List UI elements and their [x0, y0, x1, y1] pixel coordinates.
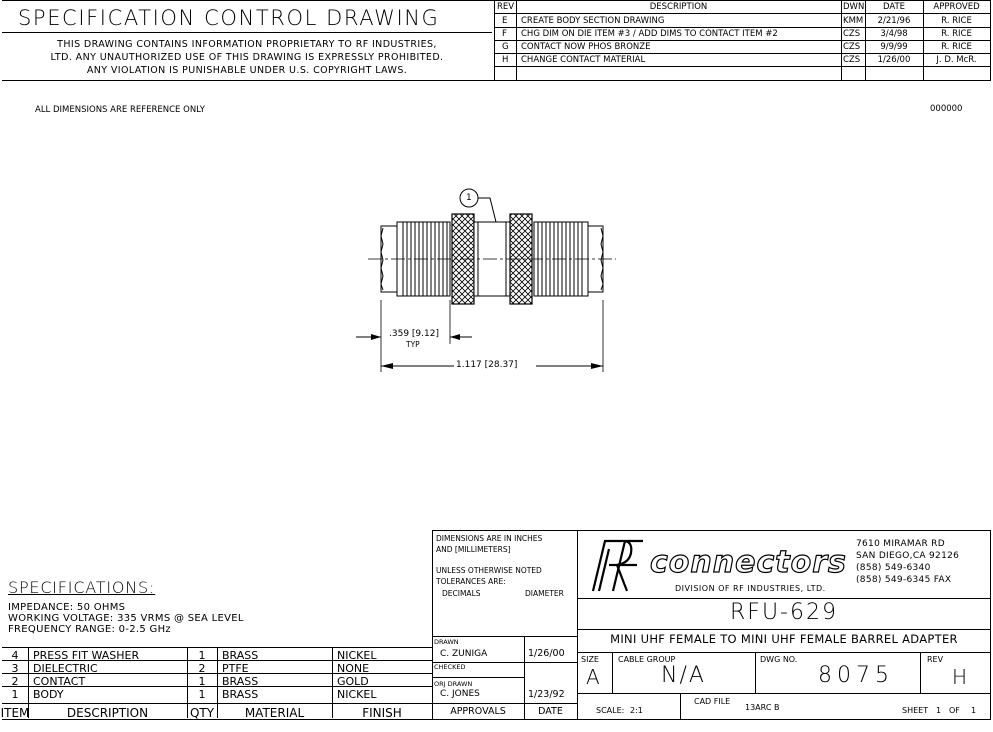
dwg-number: 8075 — [818, 663, 894, 688]
scale-value: 2:1 — [630, 706, 643, 715]
orig-drawn-label: ORJ DRAWN — [434, 680, 473, 688]
drawn-date: 1/26/00 — [528, 648, 565, 659]
drawing-title: SPECIFICATION CONTROL DRAWING — [18, 6, 440, 30]
date-col-header: DATE — [882, 2, 906, 12]
date-label: DATE — [538, 706, 563, 717]
company-address-line2: SAN DIEGO,CA 92126 — [856, 551, 960, 561]
drawn-label: DRAWN — [434, 638, 459, 646]
bom-qty-header: QTY — [189, 706, 215, 720]
approvals-label: APPROVALS — [450, 706, 506, 717]
cad-file-label: CAD FILE — [694, 697, 731, 706]
orig-drawn-name: C. JONES — [440, 689, 480, 699]
document-code: 000000 — [930, 104, 963, 114]
spec-voltage: WORKING VOLTAGE: 335 VRMS @ SEA LEVEL — [8, 613, 244, 624]
balloon-number: 1 — [466, 193, 472, 203]
bom-finish-header: FINISH — [362, 706, 402, 720]
company-division: DIVISION OF RF INDUSTRIES, LTD. — [675, 584, 826, 593]
reference-note: ALL DIMENSIONS ARE REFERENCE ONLY — [35, 105, 205, 115]
proprietary-notice-line2: LTD. ANY UNAUTHORIZED USE OF THIS DRAWING IS EXPRESSLY PROHIBITED. — [50, 52, 444, 63]
checked-label: CHECKED — [434, 663, 466, 671]
company-logo-script: connectors — [650, 545, 847, 580]
bottom-border — [2, 719, 991, 720]
approved-col-header: APPROVED — [933, 2, 980, 12]
part-number: RFU-629 — [730, 600, 838, 625]
rev-label: REV — [927, 655, 944, 664]
dwg-no-label: DWG NO. — [760, 655, 798, 664]
company-fax: (858) 549-6345 FAX — [856, 575, 952, 585]
size-value: A — [586, 665, 600, 689]
orig-drawn-date: 1/23/92 — [528, 689, 565, 700]
desc-col-header: DESCRIPTION — [649, 2, 708, 12]
bom-material-header: MATERIAL — [244, 706, 305, 720]
scale-label: SCALE: — [596, 706, 625, 715]
bom-desc-header: DESCRIPTION — [66, 706, 149, 720]
sheet-label: SHEET — [902, 706, 929, 715]
bom-item-header: ITEM — [0, 706, 30, 720]
company-phone: (858) 549-6340 — [856, 563, 931, 573]
thread-dimension-typ: TYP — [406, 340, 420, 349]
of-label: OF — [949, 706, 960, 715]
drawn-name: C. ZUNIGA — [440, 649, 488, 659]
part-description: MINI UHF FEMALE TO MINI UHF FEMALE BARREL ADAPTER — [610, 632, 958, 646]
specifications-title: SPECIFICATIONS: — [8, 578, 156, 597]
size-label: SIZE — [581, 655, 599, 664]
company-address-line1: 7610 MIRAMAR RD — [856, 539, 945, 549]
rf-logo-icon — [583, 535, 643, 595]
proprietary-notice-line3: ANY VIOLATION IS PUNISHABLE UNDER U.S. COPYRIGHT LAWS. — [86, 65, 408, 76]
cad-file-value: 13ARC B — [745, 703, 780, 712]
sheet-number: 1 — [936, 706, 942, 715]
balloon-leader — [478, 198, 496, 222]
cable-group-value: N/A — [661, 663, 706, 688]
spec-impedance: IMPEDANCE: 50 OHMS — [8, 602, 126, 613]
rev-value: H — [952, 665, 968, 689]
proprietary-notice-line1: THIS DRAWING CONTAINS INFORMATION PROPRIETARY TO RF INDUSTRIES, — [57, 39, 437, 50]
rev-col-header: REV — [497, 2, 515, 12]
overall-dimension: 1.117 [28.37] — [456, 360, 518, 370]
cable-group-label: CABLE GROUP — [618, 655, 676, 664]
sheet-total: 1 — [971, 706, 977, 715]
spec-frequency: FREQUENCY RANGE: 0-2.5 GHz — [8, 624, 171, 635]
thread-dimension: .359 [9.12] — [389, 329, 439, 339]
dwn-col-header: DWN — [843, 2, 865, 12]
